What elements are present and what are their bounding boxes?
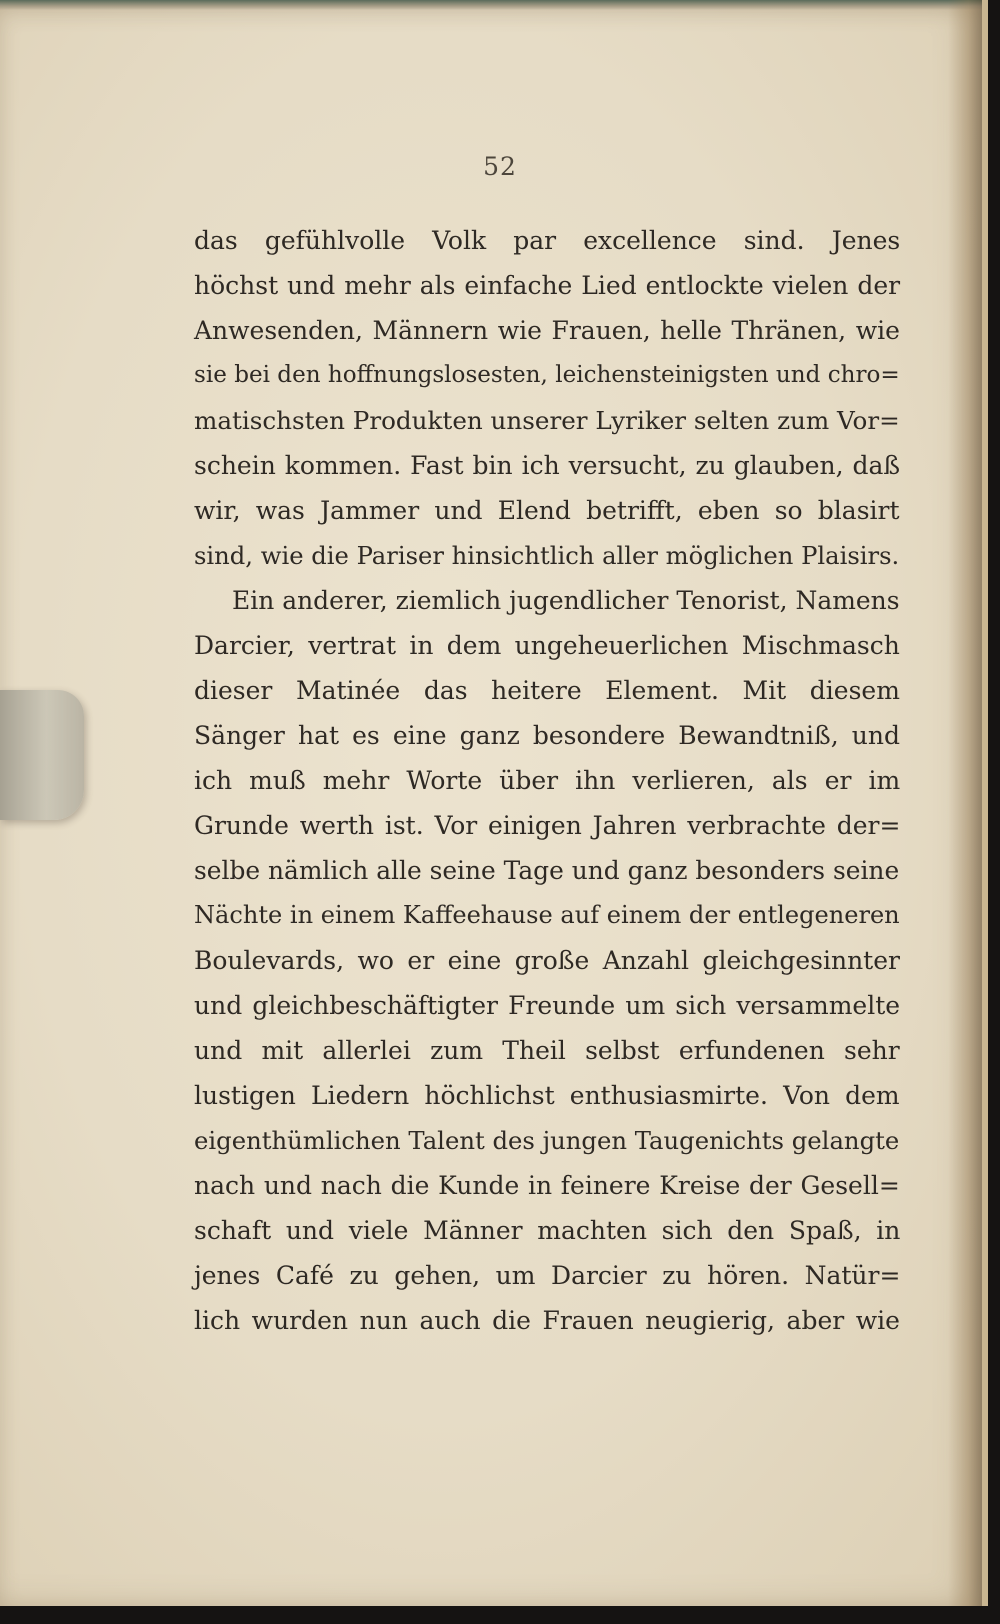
text-line: matischsten Produkten unserer Lyriker selten zum Vor= [194,406,900,435]
body-text [194,218,900,1343]
page-clip [0,690,84,820]
text-line: eigenthümlichen Talent des jungen Taugenichts gelangte [194,1126,900,1155]
page-top-edge [0,0,982,10]
text-line: lich wurden nun auch die Frauen neugierig, aber wie [194,1306,900,1335]
text-line: Anwesenden, Männern wie Frauen, helle Thränen, wie [194,316,900,345]
page-number: 52 [483,152,517,181]
text-line: und gleichbeschäftigter Freunde um sich versammelte [194,991,901,1020]
text-line: schaft und viele Männer machten sich den Spaß, in [194,1216,901,1245]
text-line: sind, wie die Pariser hinsichtlich aller möglichen Plaisirs. [194,541,900,570]
text-line: ich muß mehr Worte über ihn verlieren, als er im [194,766,901,795]
text-line: Grunde werth ist. Vor einigen Jahren verbrachte der= [194,811,901,840]
text-line: sie bei den hoffnungslosesten, leichensteinigsten und chro= [194,362,900,388]
text-line: Nächte in einem Kaffeehause auf einem der entlegeneren [194,901,900,929]
text-line: nach und nach die Kunde in feinere Kreise der Gesell= [194,1171,900,1200]
text-line: das gefühlvolle Volk par excellence sind. Jenes [194,226,901,255]
text-line: lustigen Liedern höchlichst enthusiasmirte. Von dem [194,1081,900,1110]
text-line: selbe nämlich alle seine Tage und ganz besonders seine [194,856,900,885]
text-line: schein kommen. Fast bin ich versucht, zu glauben, daß [194,451,901,480]
text-line: wir, was Jammer und Elend betrifft, eben so blasirt [194,496,900,525]
text-line: Darcier, vertrat in dem ungeheuerlichen Mischmasch [194,631,900,660]
page-right-edge [948,0,982,1606]
text-line: und mit allerlei zum Theil selbst erfundenen sehr [194,1036,900,1065]
text-line-paragraph-start: Ein anderer, ziemlich jugendlicher Tenorist, Namens [232,586,900,615]
text-line: höchst und mehr als einfache Lied entlockte vielen der [194,271,901,300]
text-line: dieser Matinée das heitere Element. Mit diesem [194,676,900,705]
text-line: Boulevards, wo er eine große Anzahl gleichgesinnter [194,946,900,975]
text-line: Sänger hat es eine ganz besondere Bewandtniß, und [194,721,900,750]
text-line: jenes Café zu gehen, um Darcier zu hören. Natür= [194,1261,901,1290]
